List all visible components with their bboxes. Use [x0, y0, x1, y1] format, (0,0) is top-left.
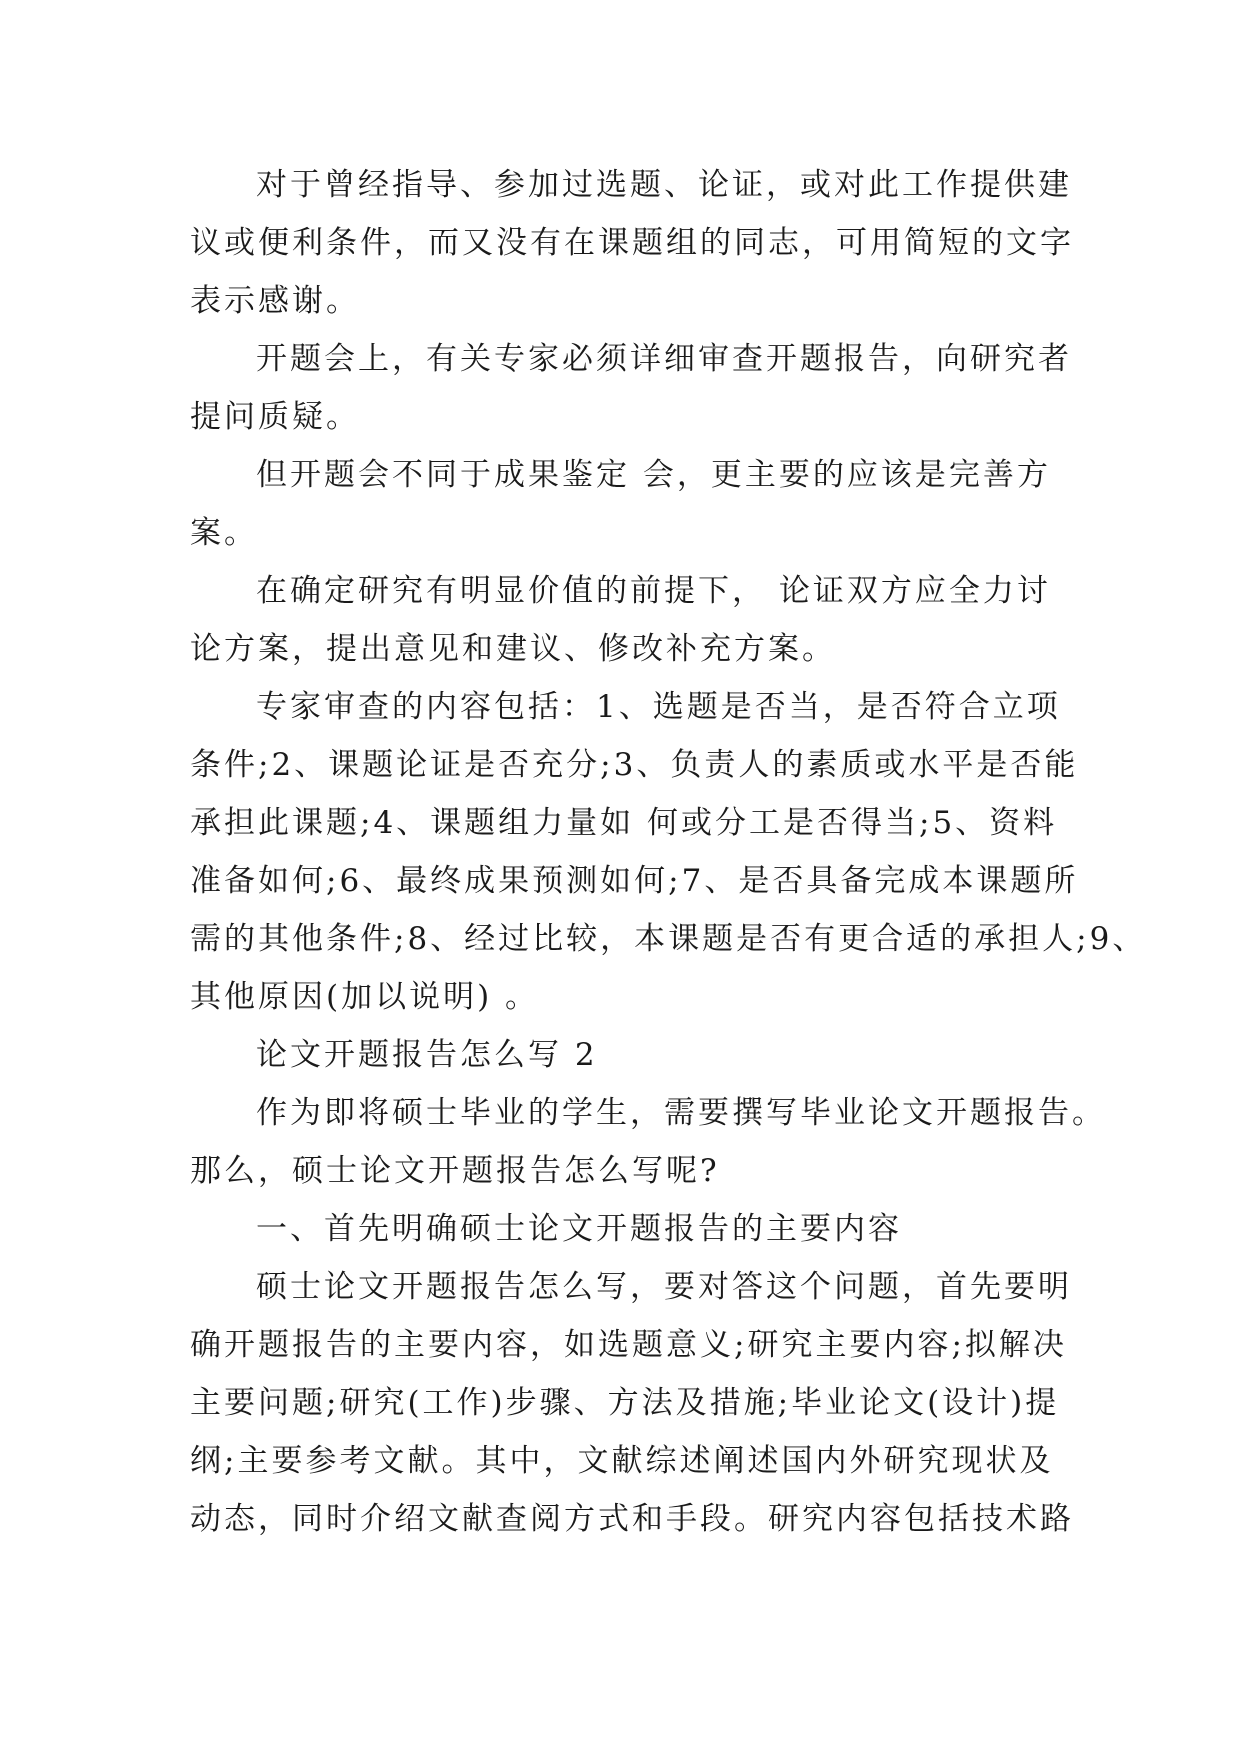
paragraph-intro — [190, 1084, 1106, 1200]
subsection-heading — [190, 1200, 1050, 1258]
text-line: 那么，硕士论文开题报告怎么写呢? — [190, 1153, 720, 1189]
text-line: 其他原因(加以说明) 。 — [190, 979, 540, 1015]
text-line: 表示感谢。 — [190, 283, 360, 319]
text-line: 确开题报告的主要内容，如选题意义;研究主要内容;拟解决 — [190, 1327, 1067, 1363]
text-line: 论方案，提出意见和建议、修改补充方案。 — [190, 631, 836, 667]
text-line: 主要问题;研究(工作)步骤、方法及措施;毕业论文(设计)提 — [190, 1385, 1060, 1421]
text-line: 开题会上，有关专家必须详细审查开题报告，向研究者 — [256, 341, 1072, 377]
text-line: 动态，同时介绍文献查阅方式和手段。研究内容包括技术路 — [190, 1501, 1074, 1537]
text-line: 条件;2、课题论证是否充分;3、负责人的素质或水平是否能 — [190, 747, 1079, 783]
paragraph-main-content — [190, 1258, 1074, 1548]
text-line: 作为即将硕士毕业的学生，需要撰写毕业论文开题报告。 — [256, 1095, 1106, 1131]
paragraph-review-meeting — [190, 330, 1072, 446]
text-line: 在确定研究有明显价值的前提下， 论证双方应全力讨 — [256, 573, 1051, 609]
paragraph-discussion — [190, 562, 1050, 678]
text-line: 承担此课题;4、课题组力量如 何或分工是否得当;5、资料 — [190, 805, 1058, 841]
text-line: 对于曾经指导、参加过选题、论证，或对此工作提供建 — [256, 167, 1072, 203]
paragraph-review-criteria — [190, 678, 1147, 1026]
document-body — [190, 156, 1147, 1548]
text-line: 提问质疑。 — [190, 399, 360, 435]
paragraph-acknowledgement — [190, 156, 1074, 330]
text-line: 议或便利条件，而又没有在课题组的同志，可用简短的文字 — [190, 225, 1074, 261]
heading-line: 一、首先明确硕士论文开题报告的主要内容 — [256, 1211, 902, 1247]
section-heading — [190, 1026, 1050, 1084]
text-line: 准备如何;6、最终成果预测如何;7、是否具备完成本课题所 — [190, 863, 1079, 899]
text-line: 专家审查的内容包括：1、选题是否当，是否符合立项 — [256, 689, 1061, 725]
text-line: 但开题会不同于成果鉴定 会，更主要的应该是完善方 — [256, 457, 1051, 493]
text-line: 纲;主要参考文献。其中，文献综述阐述国内外研究现状及 — [190, 1443, 1054, 1479]
text-line: 案。 — [190, 515, 258, 551]
paragraph-meeting-purpose — [190, 446, 1050, 562]
text-line: 硕士论文开题报告怎么写，要对答这个问题，首先要明 — [256, 1269, 1072, 1305]
text-line: 需的其他条件;8、经过比较，本课题是否有更合适的承担人;9、 — [190, 921, 1147, 957]
heading-line: 论文开题报告怎么写 2 — [256, 1037, 598, 1073]
